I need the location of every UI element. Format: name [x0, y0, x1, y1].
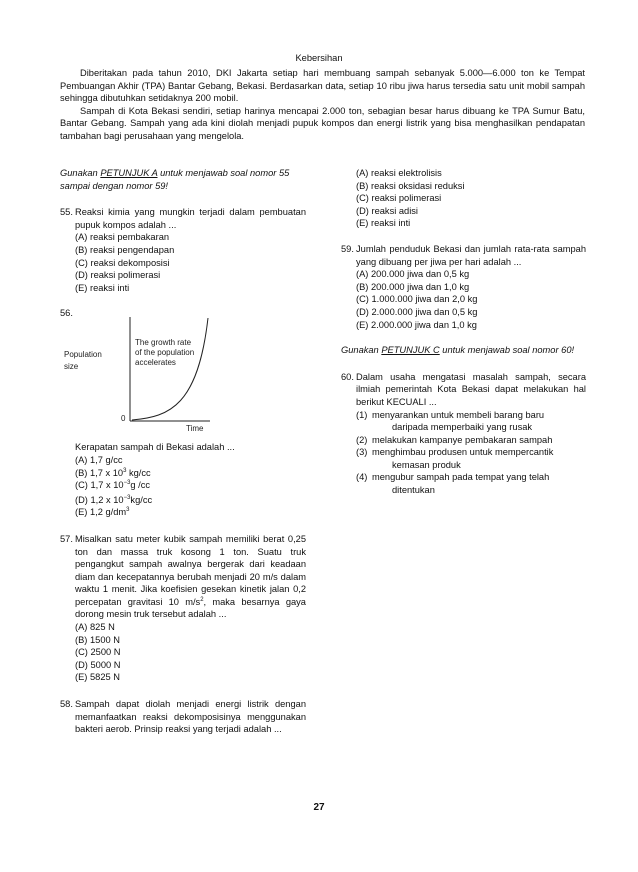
y-axis-label-1: Population — [64, 350, 102, 360]
option-d: (D) 5000 N — [75, 659, 121, 670]
option-a: (A) reaksi pembakaran — [75, 232, 170, 243]
question-text: Kerapatan sampah di Bekasi adalah ... — [75, 442, 235, 453]
option-d: (D) 1,2 x $10^{-3}kg/cc$ — [75, 494, 153, 505]
curve-note-2: of the population — [135, 348, 195, 358]
question-number: 60. — [341, 371, 354, 382]
option-c: (C) 2500 N — [75, 647, 121, 658]
question-60 — [341, 371, 586, 497]
statements — [356, 409, 586, 497]
option-b: (B) 1,7 x $10^3$ kg/cc — [75, 467, 151, 478]
y-axis-label-2: size — [64, 362, 79, 372]
statement-2: (2) melakukan kampanye pembakaran sampah — [356, 434, 553, 445]
option-e: (E) 2.000.000 jiwa dan 1,0 kg — [356, 319, 477, 330]
question-text: Misalkan satu meter kubik sampah memiliki berat 0,25 ton dan massa truk kosong 1 ton. Suatu truk pengangkut sampah awalnya bergerak dari keadaan diam dan kecepatannya berubah menjadi 20 m/s dalam waktu 1 menit. Jika koefisien gesekan kinetik jalan 0,2 percepatan gravitasi 10 $m/s^2$, maka besarnya gaya dorong mesin truk tersebut adalah ... — [75, 533, 306, 620]
option-a: (A) 200.000 jiwa dan 0,5 kg — [356, 269, 470, 280]
option-e: (E) reaksi inti — [75, 282, 130, 293]
options — [75, 454, 306, 519]
growth-curve-svg — [60, 313, 210, 433]
origin-label: 0 — [121, 414, 126, 424]
instruction-c: Gunakan PETUNJUK C untuk menjawab soal nomor 60! — [341, 345, 575, 356]
page-title: Kebersihan — [295, 53, 343, 63]
curve-note-1: The growth rate — [135, 338, 192, 348]
option-c: (C) 1.000.000 jiwa dan 2,0 kg — [356, 294, 478, 305]
intro-passage — [60, 67, 585, 143]
curve-note-3: accelerates — [135, 358, 176, 368]
option-c: (C) 1,7 x $10^{-3}g$ /cc — [75, 480, 151, 491]
question-text: Dalam usaha mengatasi masalah sampah, secara ilmiah pemerintah Kota Bekasi dapat melakukan hal berikut KECUALI ... — [356, 371, 586, 407]
question-text: Jumlah penduduk Bekasi dan jumlah rata-rata sampah yang dibuang per jiwa per hari adalah ... — [356, 243, 586, 267]
options — [356, 268, 586, 331]
x-axis-label: Time — [186, 424, 204, 434]
question-text: Sampah dapat diolah menjadi energi listrik dengan memanfaatkan reaksi dekomposisinya menggunakan bakteri aerob. Prinsip reaksi yang terjadi adalah ... — [75, 699, 306, 735]
question-number: 59. — [341, 243, 354, 254]
question-55 — [60, 206, 306, 294]
question-59 — [341, 243, 586, 331]
options — [75, 231, 306, 294]
option-e: (E) reaksi inti — [356, 218, 411, 229]
question-56 — [60, 307, 306, 519]
option-a: (A) 825 N — [75, 622, 115, 633]
option-a: (A) 1,7 g/cc — [75, 454, 123, 465]
growth-curve — [132, 318, 208, 420]
intro-paragraph-2: Sampah di Kota Bekasi sendiri, setiap harinya mencapai 2.000 ton, sebagian besar harus dibuang ke TPA Sumur Batu, Bantar Gebang. Sampah yang ada kini diolah menjadi pupuk kompos dan energi listrik yang bisa menghasilkan pendapatan tambahan bagi perusahaan yang mengelola. — [60, 105, 585, 141]
option-b: (B) 200.000 jiwa dan 1,0 kg — [356, 281, 470, 292]
growth-graph — [60, 313, 210, 433]
instruction-a: Gunakan PETUNJUK A untuk menjawab soal nomor 55 sampai dengan nomor 59! — [60, 168, 290, 191]
option-c: (C) reaksi polimerasi — [356, 193, 442, 204]
statement-4: (4) mengubur sampah pada tempat yang telah ditentukan — [356, 472, 550, 496]
intro-paragraph-1: Diberitakan pada tahun 2010, DKI Jakarta setiap hari membuang sampah sebanyak 5.000—6.000 ton ke Tempat Pembuangan Akhir (TPA) Bantar Gebang, Bekasi. Berdasarkan data, setiap 10 ribu jiwa harus tersedia satu unit mobil sampah sehingga dibutuhkan setidaknya 200 mobil. — [60, 68, 585, 104]
options — [75, 621, 306, 684]
statement-1: (1) menyarankan untuk membeli barang baru daripada memperbaiki yang rusak — [356, 409, 545, 433]
option-c: (C) reaksi dekomposisi — [75, 257, 170, 268]
option-b: (B) reaksi oksidasi reduksi — [356, 180, 465, 191]
left-column — [60, 167, 306, 749]
option-d: (D) 2.000.000 jiwa dan 0,5 kg — [356, 306, 478, 317]
option-e: (E) 5825 N — [75, 672, 120, 683]
question-57 — [60, 533, 306, 684]
question-58 — [60, 698, 306, 736]
statement-3: (3) menghimbau produsen untuk mempercantik kemasan produk — [356, 447, 554, 470]
page-number: 27 — [313, 802, 325, 813]
option-d: (D) reaksi polimerasi — [75, 270, 161, 281]
option-a: (A) reaksi elektrolisis — [356, 168, 442, 178]
option-d: (D) reaksi adisi — [356, 205, 418, 216]
option-b: (B) 1500 N — [75, 634, 120, 645]
option-b: (B) reaksi pengendapan — [75, 244, 175, 255]
question-number: 55. — [60, 207, 73, 218]
question-number: 56. — [60, 308, 73, 319]
option-e: (E) 1,2 $g/dm^3$ — [75, 507, 130, 518]
question-58-options — [356, 167, 586, 230]
right-column — [341, 167, 586, 510]
question-text: Reaksi kimia yang mungkin terjadi dalam pembuatan pupuk kompos adalah ... — [75, 207, 306, 230]
question-number: 57. — [60, 533, 73, 544]
question-number: 58. — [60, 699, 73, 710]
